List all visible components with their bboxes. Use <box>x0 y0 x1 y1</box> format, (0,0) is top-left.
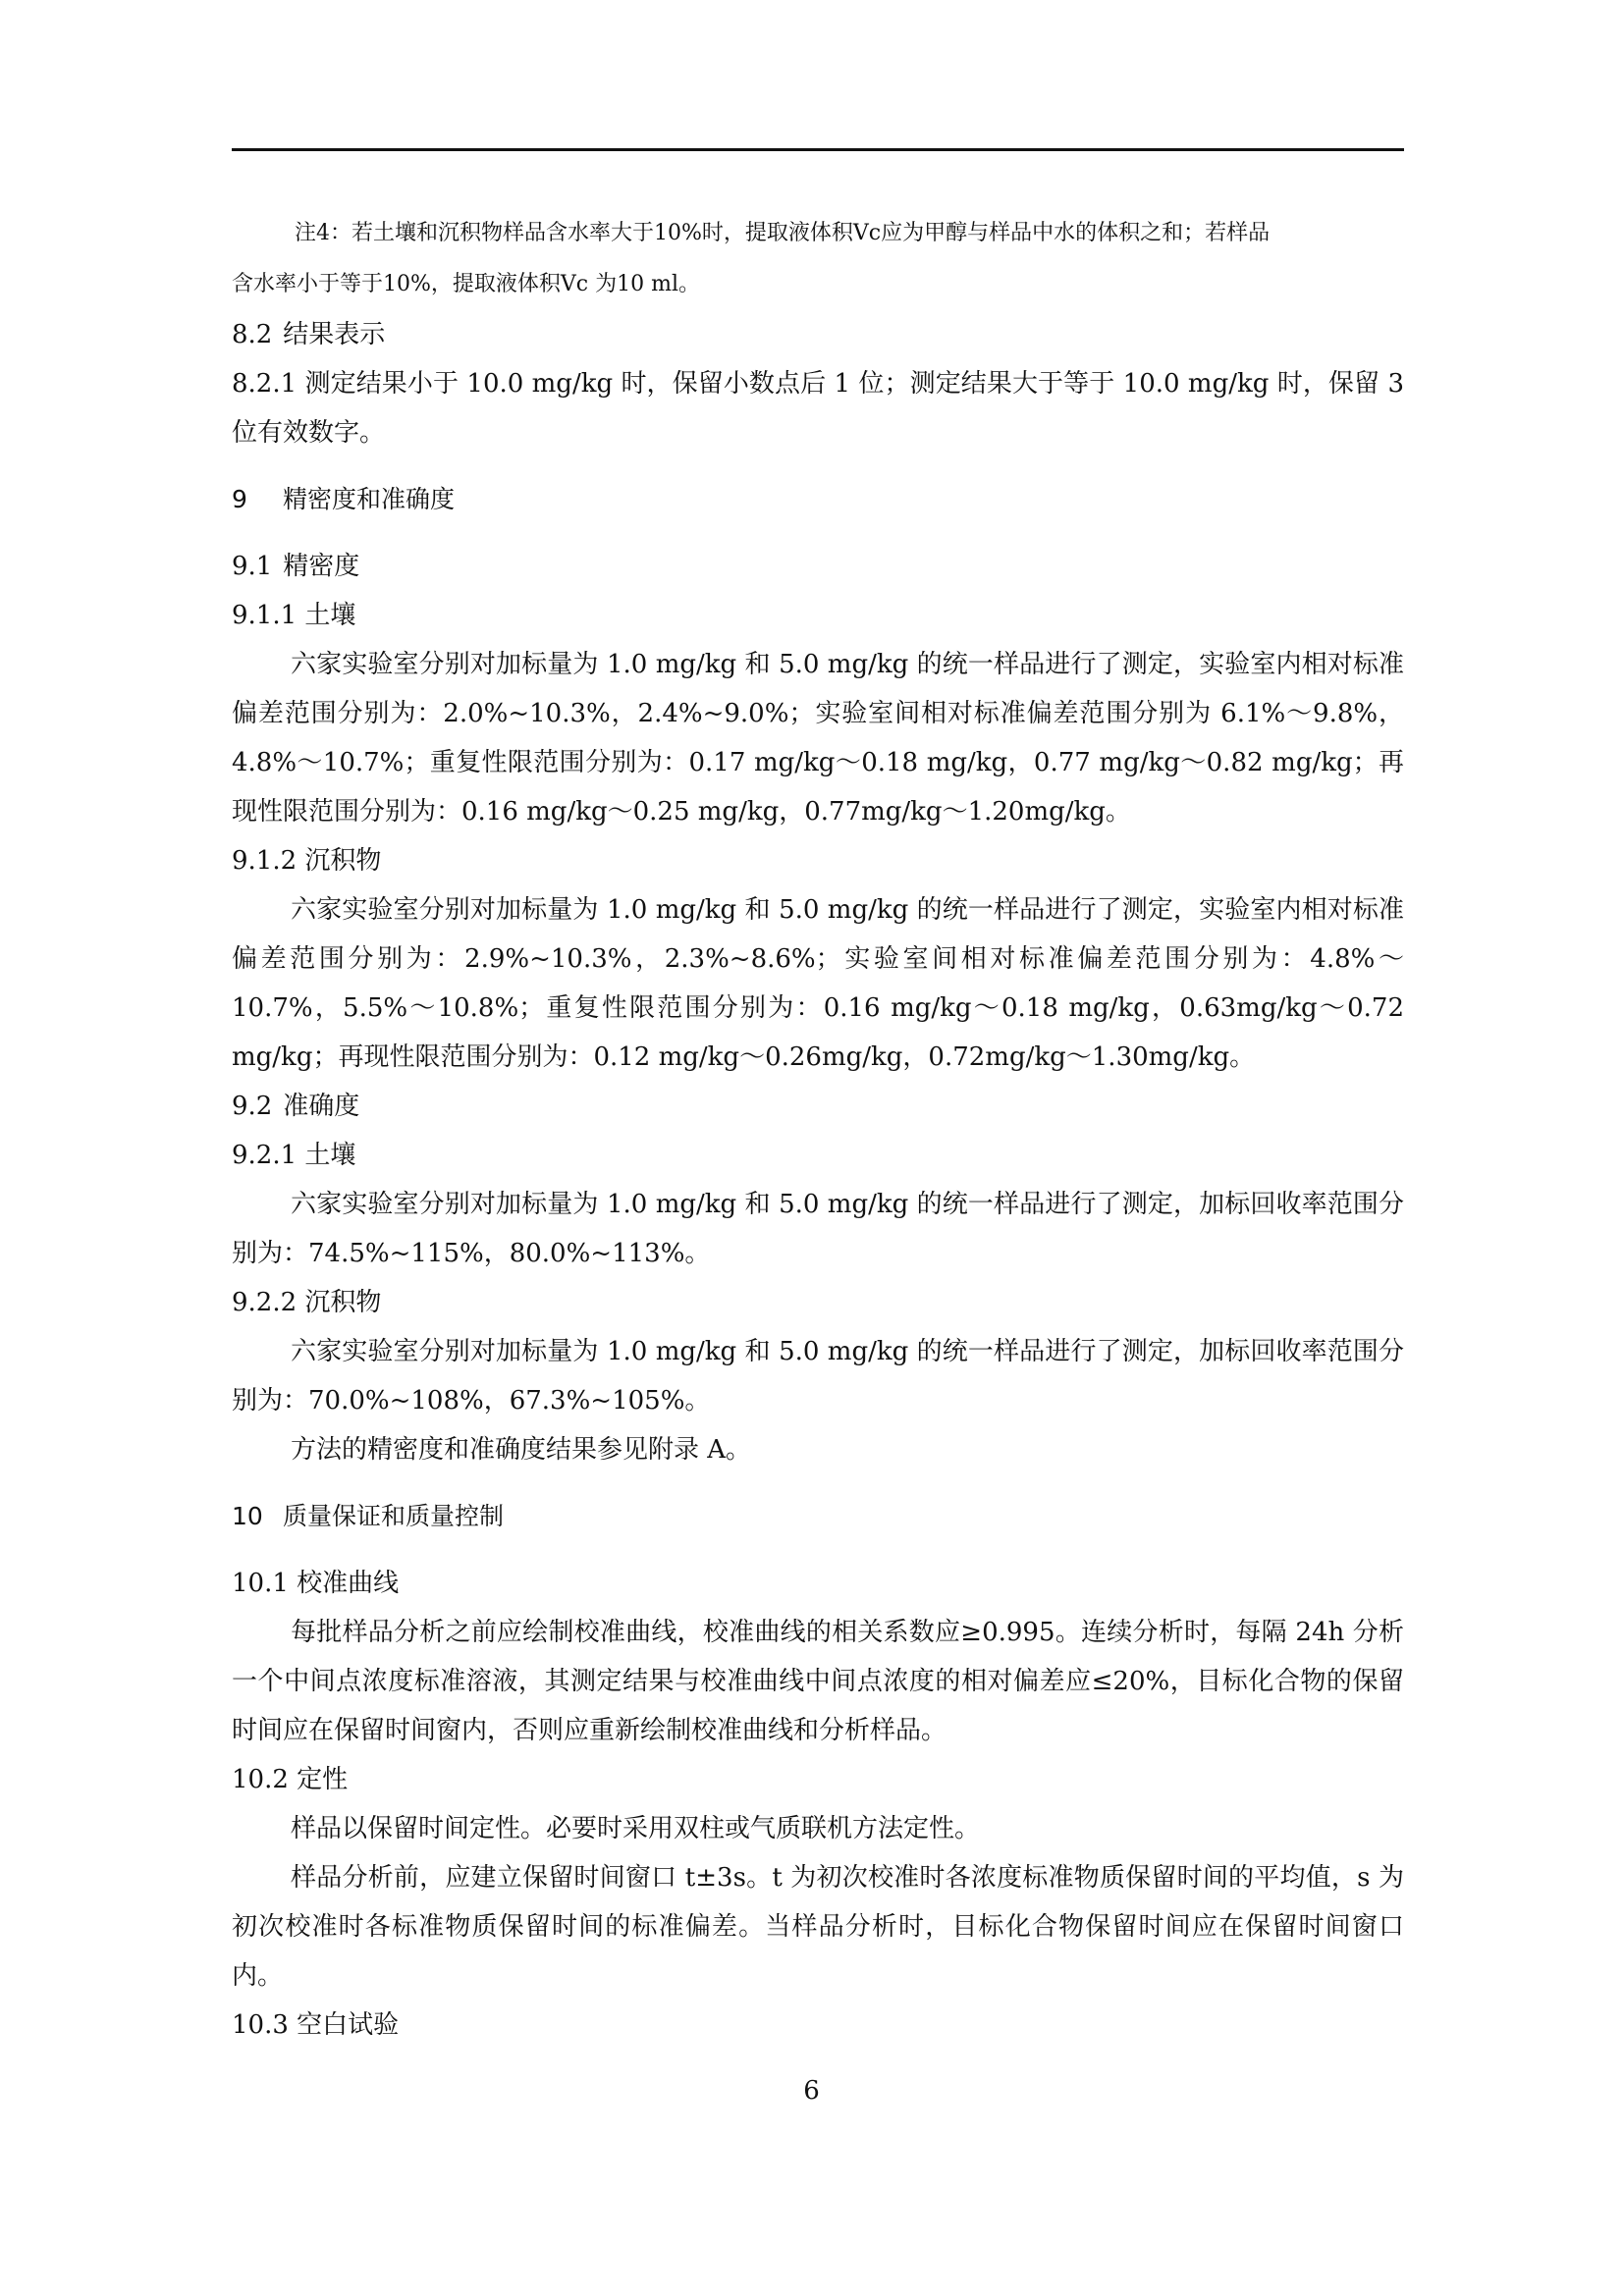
note-4 <box>232 208 1404 310</box>
document-body <box>232 208 1404 2050</box>
section-10-1-heading: 10.1 校准曲线 <box>232 1569 400 1598</box>
section-8-2-1-text: 8.2.1 测定结果小于 10.0 mg/kg 时，保留小数点后 1 位；测定结果大于等于 10.0 mg/kg 时，保留 3 位有效数字。 <box>232 369 1404 448</box>
section-9-2-2-heading: 9.2.2 沉积物 <box>232 1288 382 1317</box>
page-number: 6 <box>803 2076 820 2106</box>
section-9-2-heading: 9.2 准确度 <box>232 1092 360 1121</box>
section-9-1-2-text: 六家实验室分别对加标量为 1.0 mg/kg 和 5.0 mg/kg 的统一样品进行了测定，实验室内相对标准偏差范围分别为：2.9%~10.3%，2.3%~8.6%；实验室间相对标准偏差范围分别为：4.8%～10.7%，5.5%～10.8%；重复性限范围分别为：0.16 mg/kg～0.18 mg/kg，0.63mg/kg～0.72 mg/kg；再现性限范围分别为：0.12 mg/kg～0.26mg/kg，0.72mg/kg～1.30mg/kg。 <box>232 895 1404 1072</box>
section-9-1-1-text: 六家实验室分别对加标量为 1.0 mg/kg 和 5.0 mg/kg 的统一样品进行了测定，实验室内相对标准偏差范围分别为：2.0%~10.3%，2.4%~9.0%；实验室间相对标准偏差范围分别为 6.1%～9.8%，4.8%～10.7%；重复性限范围分别为：0.17 mg/kg～0.18 mg/kg，0.77 mg/kg～0.82 mg/kg；再现性限范围分别为：0.16 mg/kg～0.25 mg/kg，0.77mg/kg～1.20mg/kg。 <box>232 650 1404 827</box>
section-10-2-text-2: 样品分析前，应建立保留时间窗口 t±3s。t 为初次校准时各浓度标准物质保留时间的平均值，s 为初次校准时各标准物质保留时间的标准偏差。当样品分析时，目标化合物保留时间应在保留时间窗口内。 <box>232 1863 1404 1991</box>
section-10-2-heading: 10.2 定性 <box>232 1765 349 1794</box>
section-9-heading: 9 精密度和准确度 <box>232 485 455 513</box>
section-9-1-2-heading: 9.1.2 沉积物 <box>232 846 382 876</box>
section-9-2-1-heading: 9.2.1 土壤 <box>232 1141 356 1170</box>
section-10-2-text-1: 样品以保留时间定性。必要时采用双柱或气质联机方法定性。 <box>291 1814 981 1843</box>
note-line-1: 注4：若土壤和沉积物样品含水率大于10%时，提取液体积Vc应为甲醇与样品中水的体积之和；若样品 <box>295 221 1271 245</box>
note-line-2: 含水率小于等于10%，提取液体积Vc 为10 ml。 <box>232 272 700 296</box>
section-9-1-1-heading: 9.1.1 土壤 <box>232 601 356 630</box>
section-9-2-1-text: 六家实验室分别对加标量为 1.0 mg/kg 和 5.0 mg/kg 的统一样品进行了测定，加标回收率范围分别为：74.5%~115%，80.0%~113%。 <box>232 1190 1404 1268</box>
section-8-2-heading: 8.2 结果表示 <box>232 320 386 349</box>
section-10-1-text: 每批样品分析之前应绘制校准曲线，校准曲线的相关系数应≥0.995。连续分析时，每隔 24h 分析一个中间点浓度标准溶液，其测定结果与校准曲线中间点浓度的相对偏差应≤20%，目标化合物的保留时间应在保留时间窗内，否则应重新绘制校准曲线和分析样品。 <box>232 1618 1404 1745</box>
section-10-3-heading: 10.3 空白试验 <box>232 2010 400 2040</box>
section-10-heading: 10 质量保证和质量控制 <box>232 1502 504 1530</box>
section-9-1-heading: 9.1 精密度 <box>232 552 360 581</box>
header-rule <box>232 148 1404 151</box>
section-9-reference-text: 方法的精密度和准确度结果参见附录 A。 <box>291 1435 752 1465</box>
section-9-2-2-text: 六家实验室分别对加标量为 1.0 mg/kg 和 5.0 mg/kg 的统一样品进行了测定，加标回收率范围分别为：70.0%~108%，67.3%~105%。 <box>232 1337 1404 1415</box>
